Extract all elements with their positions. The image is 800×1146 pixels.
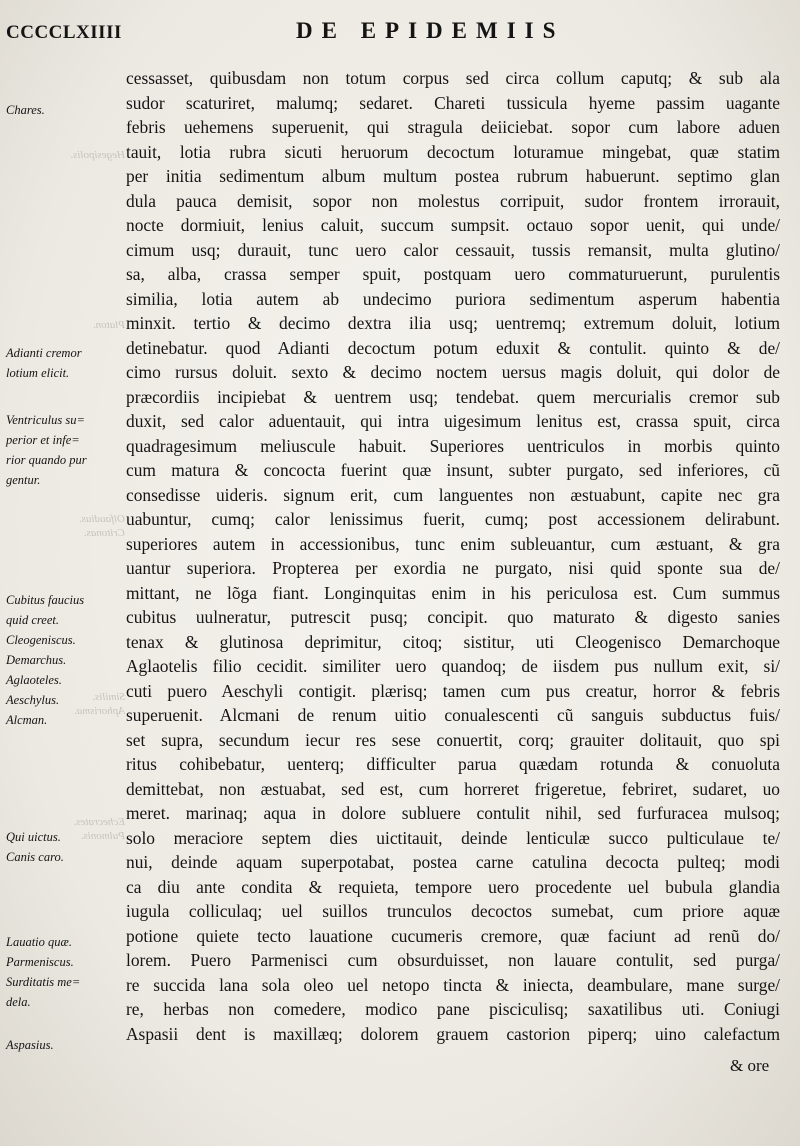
margin-note-line: dela. [6, 995, 31, 1009]
text-line: cubitus uulneratur, putrescit pusq; concipit. quo maturato & digesto sanies [126, 607, 780, 627]
text-line: duxit, sed calor aduentauit, qui intra uigesimum lenitus est, crassa spuit, circa [126, 411, 780, 431]
body-text [126, 66, 786, 1046]
text-line: iugula colliculaq; uel suillos trunculos decoctos sumebat, cum priore aquæ [126, 901, 780, 921]
text-line: sa, alba, crassa semper spuit, postquam uero commaturuerunt, purulentis [126, 264, 780, 284]
margin-note-line: Cleogeniscus. [6, 633, 76, 647]
margin-note-line: Adianti cremor [6, 346, 82, 360]
margin-note-line: Qui uictus. [6, 830, 61, 844]
text-line: superuenit. Alcmani de renum uitio conualescenti cũ sanguis subductus fuis/ [126, 705, 780, 725]
folio-number: CCCCLXIIII [6, 22, 122, 43]
text-line: cuti puero Aeschyli contigit. plærisq; tamen cum pus creatur, horror & febris [126, 680, 780, 701]
text-line: cum matura & concocta fuerint quæ insunt, subter purgato, sed inferiores, cũ [126, 460, 780, 480]
text-line: dula pauca demisit, sopor non molestus corripuit, sudor frontem irrorauit, [126, 190, 780, 211]
show-through-note [30, 512, 125, 540]
margin-note-line: perior et infe= [6, 433, 80, 447]
text-line: re, herbas non comedere, modico pane pisciculisq; saxatilibus uti. Coniugi [126, 999, 780, 1019]
text-line: demittebat, non æstuabat, sed est, cum horreret frigeretue, febriret, sudaret, uo [126, 778, 780, 799]
margin-note-line: Alcman. [6, 713, 48, 727]
margin-note-line: lotium elicit. [6, 366, 70, 380]
text-line: potione quiete tecto lauatione cucumeris cremore, quæ faciunt ad renũ do/ [126, 925, 780, 946]
text-line: nui, deinde aquam superpotabat, postea carne catulina decocta pulteq; modi [126, 852, 780, 872]
text-line: cimum usq; durauit, tunc uero calor cessauit, tussis remansit, multa glutino/ [126, 239, 780, 260]
text-line: per initia sedimentum album multum postea rubrum habuerunt. septimo glan [126, 166, 780, 186]
text-line: uantur superiora. Propterea per exordia ne purgato, nisi quid sponte sua de/ [126, 558, 780, 578]
text-line: febris uehemens superuenit, qui stragula deiiciebat. sopor cum labore aduen [126, 117, 780, 137]
margin-note-line: quid creet. [6, 613, 59, 627]
text-line: quadragesimum meliuscule habuit. Superiores uentriculos in morbis quinto [126, 435, 780, 456]
text-line: nocte dormiuit, lenius caluit, succum sumpsit. octauo sopor uenit, qui unde/ [126, 215, 780, 235]
text-line: mittant, ne lõga fiant. Longinquitas enim in his periculosa est. Cum summus [126, 582, 780, 603]
show-through-line: Aphorisma. [73, 705, 125, 717]
text-line: uabuntur, cumq; calor lenissimus fuerit, cumq; post accessionem delirabunt. [126, 509, 780, 529]
margin-note-line: Aeschylus. [6, 693, 60, 707]
text-line: consedisse uideris. signum erit, cum languentes non æstuabunt, capite nec gra [126, 484, 780, 505]
text-line: similia, lotia autem ab undecimo puriora sedimentum asperum habentia [126, 288, 780, 309]
text-line: set supra, secundum iecur res sese conuertit, corq; grauiter dolitauit, quo spi [126, 729, 780, 750]
margin-note-line: Demarchus. [6, 653, 67, 667]
catchword: & ore [730, 1056, 770, 1075]
margin-notes [0, 0, 125, 1146]
margin-note [6, 932, 122, 1012]
show-through-line: Platon. [92, 319, 125, 331]
text-line: solo meraciore septem dies uictitauit, deinde lenticulæ succo pulticulaue te/ [126, 827, 780, 848]
margin-note-line: Lauatio quæ. [6, 935, 72, 949]
text-line: Aspasii dent is maxillæq; dolorem grauem castorion piperq; uino calefactum [126, 1023, 780, 1044]
text-line: tenax & glutinosa deprimitur, citoq; sistitur, uti Cleogenisco Demarchoque [126, 631, 780, 652]
show-through-line: Hegesipolis. [70, 149, 125, 161]
text-line: meret. marinaq; aqua in dolore subluere contulit nihil, sed furfuracea mulsoq; [126, 803, 780, 823]
text-line: ritus cohibebatur, uenterq; difficulter parua quædam rotunda & conuoluta [126, 754, 780, 774]
text-line: præcordiis incipiebat & uentrem usq; tendebat. quem mercurialis cremor sub [126, 386, 780, 407]
show-through-note [30, 148, 125, 162]
show-through-note [30, 318, 125, 332]
margin-note [6, 343, 122, 383]
show-through-line: Olfaudius. [78, 513, 125, 525]
text-line: cessasset, quibusdam non totum corpus sed circa collum caputq; & sub ala [126, 68, 780, 88]
text-line: ca diu ante condita & requieta, tempore uero procedente uel bubula glandia [126, 876, 780, 897]
text-line: lorem. Puero Parmenisci cum obsurduisset, non lauare contulit, sed purga/ [126, 950, 780, 970]
margin-note-line: Ventriculus su= [6, 413, 85, 427]
margin-note [6, 100, 122, 120]
margin-note [6, 827, 122, 867]
show-through-line: Pulmonis. [80, 830, 125, 842]
margin-note-line: Parmeniscus. [6, 955, 74, 969]
margin-note [6, 410, 122, 490]
margin-note-line: Canis caro. [6, 850, 64, 864]
text-line: superiores autem in accessionibus, tunc enim subleuantur, cum æstuant, & gra [126, 533, 780, 554]
text-line: sudor scaturiret, malumq; sedaret. Chareti tussicula hyeme passim uagante [126, 92, 780, 113]
text-line: cimo rursus doluit. sexto & decimo noctem uersus magis doluit, qui dolor de [126, 362, 780, 382]
margin-note-line: Aglaoteles. [6, 673, 62, 687]
margin-note-line: rior quando pur [6, 453, 87, 467]
margin-note-line: gentur. [6, 473, 41, 487]
text-line: Aglaotelis filio cecidit. similiter uero quandoq; de iisdem pus nullum exit, si/ [126, 656, 780, 676]
margin-note-line: Cubitus faucius [6, 593, 85, 607]
show-through-line: Critonas. [83, 527, 125, 539]
margin-note-line: Chares. [6, 103, 45, 117]
text-line: tauit, lotia rubra sicuti heruorum decoctum loturamue mingebat, quæ statim [126, 141, 780, 162]
text-line: detinebatur. quod Adianti decoctum potum eduxit & contulit. quinto & de/ [126, 337, 780, 358]
show-through-line: Echecrates. [73, 816, 125, 828]
margin-note-line: Aspasius. [6, 1038, 54, 1052]
running-head: DE EPIDEMIIS [296, 18, 565, 43]
show-through-line: Similis. [92, 691, 125, 703]
margin-note [6, 1035, 122, 1055]
margin-note [6, 590, 122, 730]
text-line: minxit. tertio & decimo dextra ilia usq; uentremq; extremum doluit, lotium [126, 313, 780, 333]
margin-note-line: Surditatis me= [6, 975, 81, 989]
text-line: re succida lana sola oleo uel netopo tincta & iniecta, deambulare, mane surge/ [126, 974, 780, 995]
